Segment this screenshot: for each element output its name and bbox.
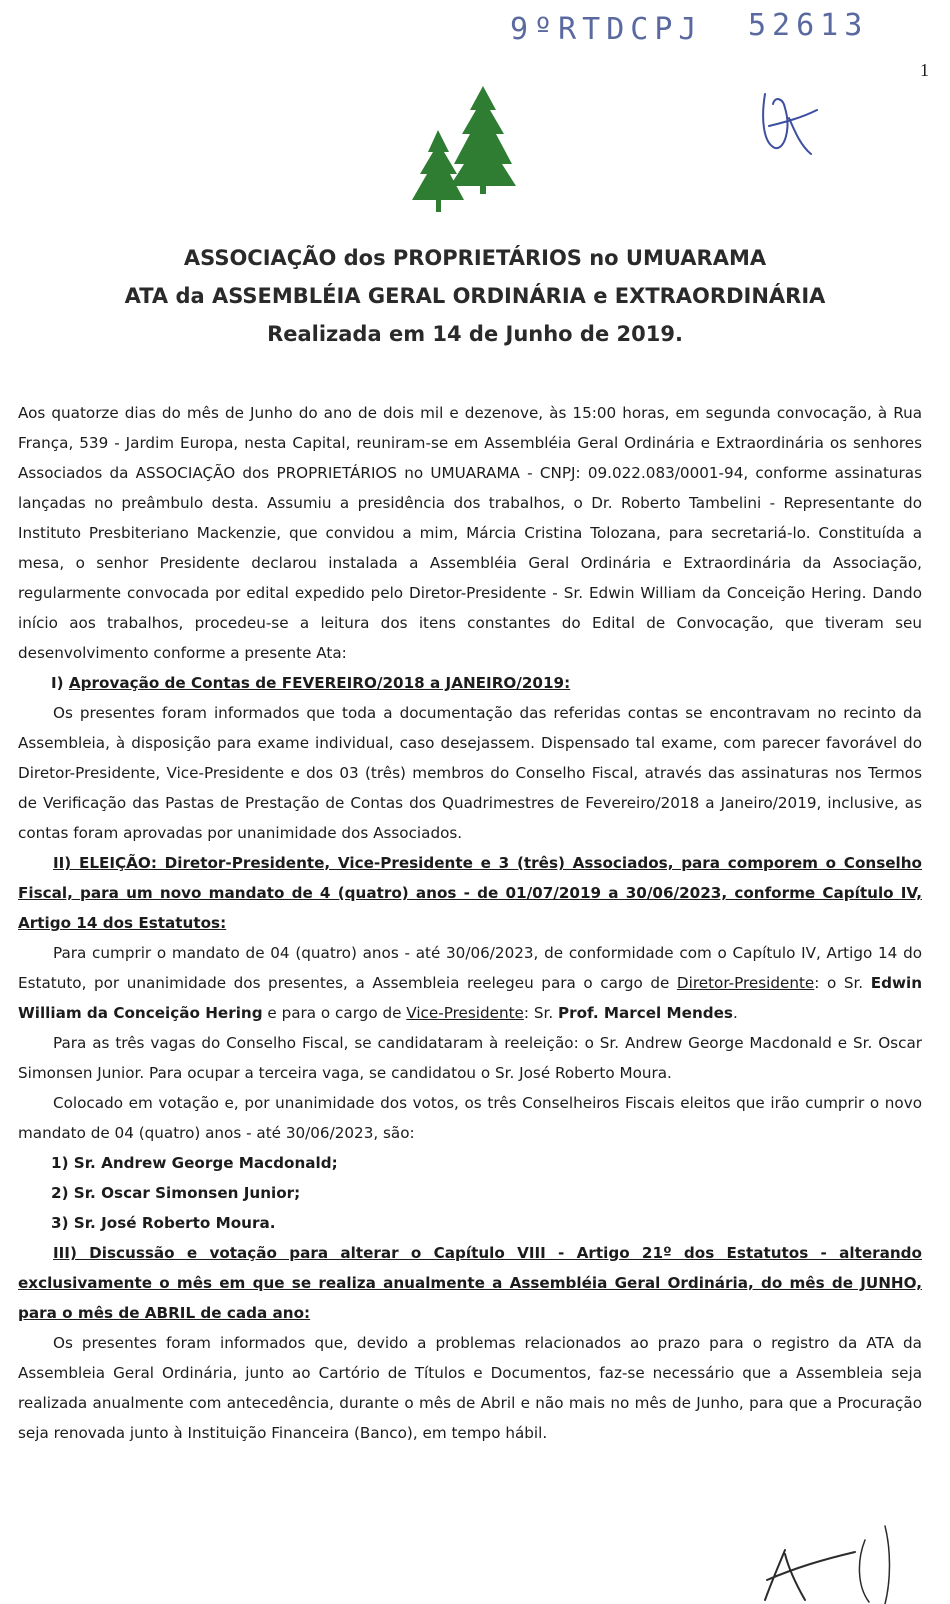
section-1-number: I) — [51, 674, 69, 692]
council-member-item: 2) Sr. Oscar Simonsen Junior; — [51, 1184, 301, 1202]
section-2-heading: II) ELEIÇÃO: Diretor-Presidente, Vice-Presidente e 3 (três) Associados, para comporem o Conselho Fiscal, para um novo mandato de 4 (quatro) anos - de 01/07/2019 a 30/06/2023, conforme Capítulo IV, Artigo 14 dos Estatutos: — [18, 854, 922, 932]
initials-signature — [755, 88, 825, 158]
role-director-president: Diretor-Presidente — [676, 974, 815, 992]
election-text-b: : o Sr. — [814, 974, 871, 992]
pine-trees-logo — [410, 86, 525, 216]
registry-number-stamp: 52613 — [748, 8, 869, 43]
section-1-paragraph: Os presentes foram informados que toda a documentação das referidas contas se encontravam no recinto da Assembleia, à disposição para exame individual, caso desejassem. Dispensado tal exame, com parecer favorável do Diretor-Presidente, Vice-Presidente e dos 03 (três) membros do Conselho Fiscal, através das assinaturas nos Termos de Verificação das Pastas de Prestação de Contas dos Quadrimestres de Fevereiro/2018 a Janeiro/2019, inclusive, as contas foram aprovadas por unanimidade dos Associados. — [18, 704, 922, 842]
director-president-name: Edwin William da Conceição Hering — [18, 974, 923, 1022]
election-text-c: e para o cargo de — [262, 1004, 407, 1022]
section-3-paragraph: Os presentes foram informados que, devido a problemas relacionados ao prazo para o registro da ATA da Assembleia Geral Ordinária, junto ao Cartório de Títulos e Documentos, faz-se necessário que a Assembleia seja realizada anualmente com antecedência, durante o mês de Abril e não mais no mês de Junho, para que a Procuração seja renovada junto à Instituição Financeira (Banco), em tempo hábil. — [18, 1334, 922, 1442]
association-title: ASSOCIAÇÃO dos PROPRIETÁRIOS no UMUARAMA — [183, 246, 767, 270]
section-1-title: Aprovação de Contas de FEVEREIRO/2018 a JANEIRO/2019: — [68, 674, 571, 692]
meeting-date-title: Realizada em 14 de Junho de 2019. — [267, 322, 683, 346]
bottom-signature — [745, 1520, 925, 1604]
election-text-e: . — [732, 1004, 738, 1022]
role-vice-president: Vice-Presidente — [406, 1004, 524, 1022]
election-paragraph — [18, 938, 922, 1028]
registry-stamp: 9ºRTDCPJ — [510, 12, 703, 47]
election-text-d: : Sr. — [523, 1004, 558, 1022]
section-3-heading: III) Discussão e votação para alterar o Capítulo VIII - Artigo 21º dos Estatutos - alterando exclusivamente o mês em que se realiza anualmente a Assembléia Geral Ordinária, do mês de JUNHO, para o mês de ABRIL de cada ano: — [18, 1244, 922, 1322]
council-member-item: 3) Sr. José Roberto Moura. — [51, 1214, 276, 1232]
section-1-heading — [18, 668, 922, 698]
intro-paragraph: Aos quatorze dias do mês de Junho do ano de dois mil e dezenove, às 15:00 horas, em segunda convocação, à Rua França, 539 - Jardim Europa, nesta Capital, reuniram-se em Assembléia Geral Ordinária e Extraordinária os senhores Associados da ASSOCIAÇÃO dos PROPRIETÁRIOS no UMUARAMA - CNPJ: 09.022.083/0001-94, conforme assinaturas lançadas no preâmbulo desta. Assumiu a presidência dos trabalhos, o Dr. Roberto Tambelini - Representante do Instituto Presbiteriano Mackenzie, que convidou a mim, Márcia Cristina Tolozana, para secretariá-lo. Constituída a mesa, o senhor Presidente declarou instalada a Assembléia Geral Ordinária e Extraordinária da Associação, regularmente convocada por edital expedido pelo Diretor-Presidente - Sr. Edwin William da Conceição Hering. Dando início aos trabalhos, procedeu-se a leitura dos itens constantes do Edital de Convocação, que tiveram seu desenvolvimento conforme a presente Ata: — [18, 404, 922, 662]
election-text-a: Para cumprir o mandato de 04 (quatro) anos - até 30/06/2023, de conformidade com o Capítulo IV, Artigo 14 do Estatuto, por unanimidade dos presentes, a Assembleia reelegeu para o cargo de — [18, 944, 922, 992]
council-member-item: 1) Sr. Andrew George Macdonald; — [51, 1154, 338, 1172]
document-body — [18, 398, 922, 1448]
page-number: 1 — [920, 60, 929, 80]
council-candidates-paragraph: Para as três vagas do Conselho Fiscal, se candidataram à reeleição: o Sr. Andrew George Macdonald e Sr. Oscar Simonsen Junior. Para ocupar a terceira vaga, se candidatou o Sr. José Roberto Moura. — [18, 1034, 922, 1082]
council-vote-paragraph: Colocado em votação e, por unanimidade dos votos, os três Conselheiros Fiscais eleitos que irão cumprir o novo mandato de 04 (quatro) anos - até 30/06/2023, são: — [18, 1094, 922, 1142]
vice-president-name: Prof. Marcel Mendes — [558, 1004, 733, 1022]
minutes-title: ATA da ASSEMBLÉIA GERAL ORDINÁRIA e EXTRAORDINÁRIA — [124, 284, 826, 308]
